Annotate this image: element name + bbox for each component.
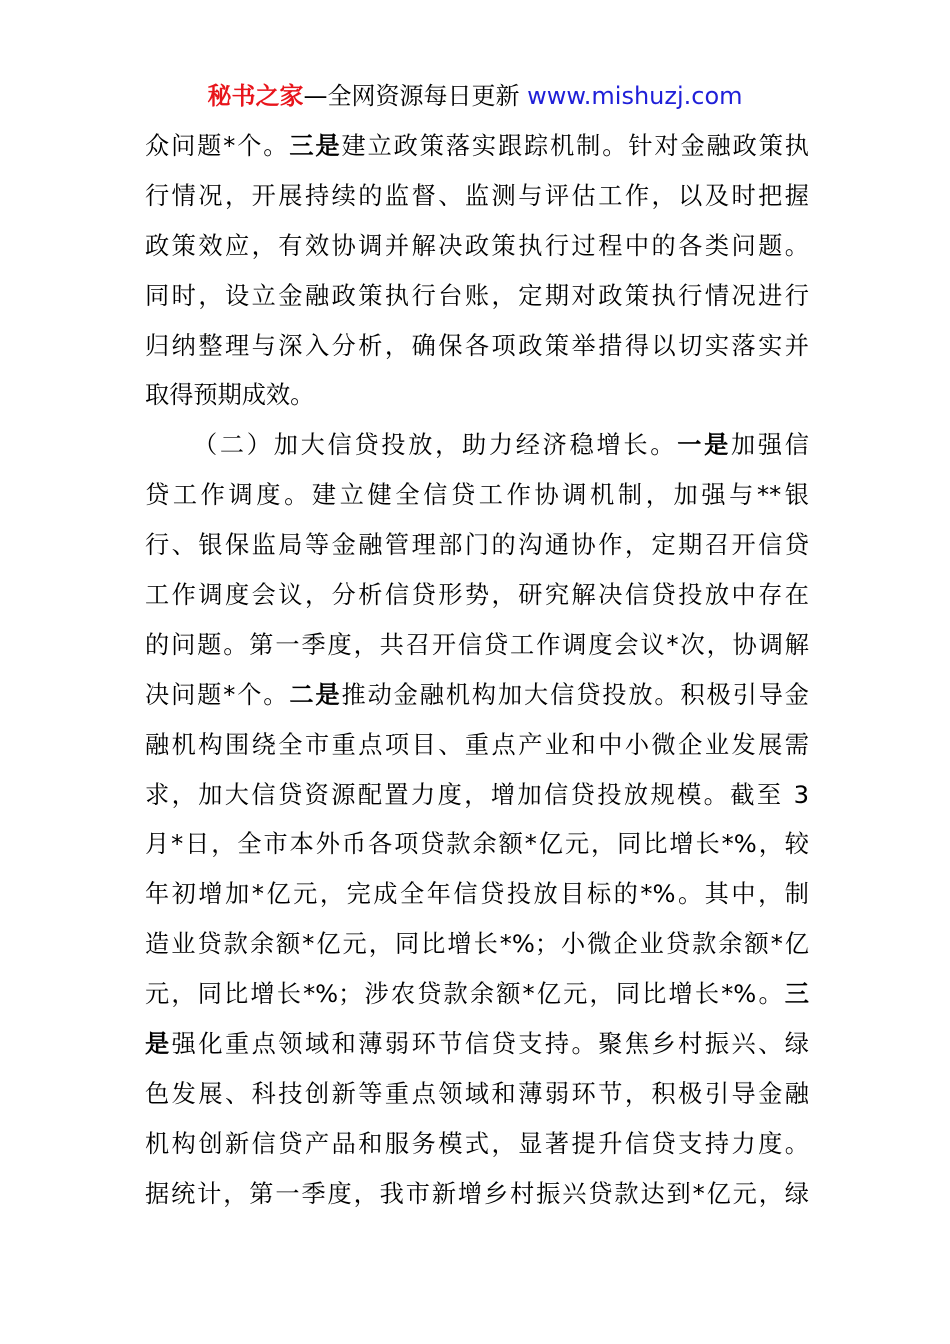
text-line: 年初增加*亿元，完成全年信贷投放目标的*%。其中，制 <box>145 880 809 909</box>
text-run: 决问题*个。 <box>145 680 290 709</box>
text-line: 同时，设立金融政策执行台账，定期对政策执行情况进行 <box>145 281 809 310</box>
text-line: 归纳整理与深入分析，确保各项政策举措得以切实落实并 <box>145 331 809 360</box>
text-line: 工作调度会议，分析信贷形势，研究解决信贷投放中存在 <box>145 581 809 610</box>
text-line: 融机构围绕全市重点项目、重点产业和中小微企业发展需 <box>145 730 809 759</box>
text-line: 月*日，全市本外币各项贷款余额*亿元，同比增长*%，较 <box>145 830 809 859</box>
emphasis-text: 三 <box>784 980 809 1009</box>
text-line <box>145 970 809 1020</box>
text-run: 元，同比增长*%；涉农贷款余额*亿元，同比增长*%。 <box>145 980 785 1009</box>
text-line <box>145 122 809 172</box>
text-line: 造业贷款余额*亿元，同比增长*%；小微企业贷款余额*亿 <box>145 930 809 959</box>
site-tagline: —全网资源每日更新 <box>303 82 528 110</box>
text-line: 行情况，开展持续的监督、监测与评估工作，以及时把握 <box>145 181 809 210</box>
document-body <box>145 122 809 1220</box>
text-line <box>145 1020 809 1070</box>
site-brand: 秘书之家 <box>207 82 304 110</box>
text-line: 政策效应，有效协调并解决政策执行过程中的各类问题。 <box>145 231 809 260</box>
emphasis-text: 二是 <box>289 680 342 709</box>
emphasis-text: 三是 <box>289 132 342 160</box>
emphasis-text: 是 <box>145 1030 172 1059</box>
text-line: 取得预期成效。 <box>145 381 315 410</box>
text-line <box>145 671 809 721</box>
text-line: 机构创新信贷产品和服务模式，显著提升信贷支持力度。 <box>145 1129 809 1158</box>
text-run: 推动金融机构加大信贷投放。积极引导金 <box>341 680 809 709</box>
text-run: 强化重点领域和薄弱环节信贷支持。聚焦乡村振兴、绿 <box>171 1030 809 1059</box>
emphasis-text: 一是 <box>677 431 731 460</box>
site-header <box>0 80 950 112</box>
text-run: 建立政策落实跟踪机制。针对金融政策执 <box>341 132 809 160</box>
text-line: 行、银保监局等金融管理部门的沟通协作，定期召开信贷 <box>145 531 809 560</box>
text-line: 据统计，第一季度，我市新增乡村振兴贷款达到*亿元，绿 <box>145 1179 809 1208</box>
text-run: 加强信 <box>731 431 809 460</box>
text-line: 求，加大信贷资源配置力度，增加信贷投放规模。截至 3 <box>145 780 809 809</box>
text-line: 的问题。第一季度，共召开信贷工作调度会议*次，协调解 <box>145 630 809 659</box>
site-url-link[interactable]: www.mishuzj.com <box>527 82 743 110</box>
text-line: 色发展、科技创新等重点领域和薄弱环节，积极引导金融 <box>145 1079 809 1108</box>
section-heading-line <box>145 421 809 471</box>
text-run: 众问题*个。 <box>145 132 290 160</box>
text-run: （二）加大信贷投放，助力经济稳增长。 <box>193 431 678 460</box>
text-line: 贷工作调度。建立健全信贷工作协调机制，加强与**银 <box>145 481 809 510</box>
